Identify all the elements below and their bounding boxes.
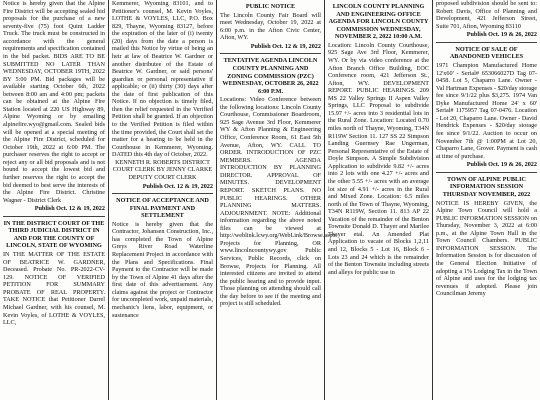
agenda-continued-block <box>436 0 537 39</box>
column-3 <box>216 0 338 400</box>
fair-notice-heading: PUBLIC NOTICE <box>245 3 296 10</box>
acceptance-text: Notice is hereby given that the Contractor, Johansen Construction, Inc., has completed the Town of Alpine Greys River Road Waterline Replacement Project in accordance with the Plans and Specifications. Final Payment to the Contractor will be made by the Town of Alpine 41 days after the first date of this advertisement. Any claims against the project or Contractor for uncompleted work, unpaid materials, mechanic's liens, labor, equipment, or sustenance <box>112 220 213 319</box>
publication-date: Publish Oct. 12 & 19, 2022 <box>142 182 213 190</box>
probate-text: IN THE MATTER OF THE ESTATE OF BEATRICE W. GARDNER, Deceased. Probate No. PR-2022-CV-129. NOTICE OF VERIFIED PETITION FOR SUMMARY PROBATE OF REAL PROPERTY. TAKE NOTICE that Petitioner Darrel Michael Gardner, with his counsel, M. Kevin Voyles, of LOTHE & VOYLES, LLC, <box>3 251 105 327</box>
clerk-signature: KENNETH R. ROBERTS DISTRICT COURT CLERK BY JENNY CLARKE DEPUTY COURT CLERK <box>112 158 213 181</box>
publication-date: Publish Oct. 19 & 26, 2022 <box>466 31 537 39</box>
column-1 <box>0 0 108 400</box>
acceptance-heading: NOTICE OF ACCEPTANCE AND FINAL PAYMENT AND SETTLEMENT <box>116 197 209 220</box>
acceptance-block <box>112 221 213 319</box>
probate-block <box>3 251 105 327</box>
publication-date: Publish Oct. 12 & 19, 2022 <box>250 42 321 50</box>
fair-notice-text: The Lincoln County Fair Board will meet Wednesday, October 19, 2022 at 6:00 p.m. in the Afton Civic Center, Afton, WY. <box>220 11 321 42</box>
divider <box>436 172 537 173</box>
bid-notice-text: Notice is hereby given that the Alpine Fire District will be accepting sealed bid proposals for the purchase of a new seventy-five (75) foot Quint Ladder Truck. The truck must be constructed in accordance with the general requirements and specification contained in the bid packet. BIDS ARE TO BE SUBMITTED NO LATER THAN WEDNESDAY, OCTOBER 19TH, 2022 BY 5:00 PM. Bid packages will be available starting October 6th, 2022 between 8:00 am and 4:00 pm; packets can be obtained at the Alpine Fire Station located at 220 US Highway 89, Alpine Wyoming or by emailing alpinefire.wyo@gmail.com. Sealed bids will be opened at a special meeting of the Alpine Fire District, scheduled for October 19th, 2022 at 6:00 PM. The purchaser reserves the right to accept or reject any or all bid proposals and is not bound to accept the lowest bid and further reserves the right to accept the bid deemed to best serve the interests of the Alpine Fire District. Christine Wagner - District Clerk <box>3 0 105 204</box>
pzc-agenda-heading: TENTATIVE AGENDA LINCOLN COUNTY PLANNING AND ZONING COMMISSION (PZC) WEDNESDAY, OCTOBER 26, 2022 6:00 P.M. <box>222 57 319 95</box>
court-heading: IN THE DISTRICT COURT OF THE THIRD JUDICIAL DISTRICT IN AND FOR THE COUNTY OF LINCOLN, STATE OF WYOMING <box>3 219 105 250</box>
town-alpine-block <box>436 200 537 298</box>
pzc-agenda-text: Locations: Video Conference between the following locations: Lincoln County Courthouse, Commissioner Boardroom, 925 Sage Avenue 3rd Floor, Kemmerer WY & Afton Planning & Engineering Office, Conference Room, 61 East 5th Avenue, Afton, WY. CALL TO ORDER. INTRODUCTION OF PZC MEMBERS. AGENDA INTRODUCTION BY PLANNING DIRECTOR. APPROVAL OF MINUTES. DEVELOPMENT REPORT. SKETCH PLANS. NO PUBLIC HEARINGS. OTHER PLANNING MATTERS. ADJOURNMENT. NOTE: Additional information regarding the above noted files can be viewed at http://weblink.lcwy.org/WebLink/Browse.aspx. Projects for Planning, OR www.lincolncountywy.gov Public Services, Public Records, click on Browse, Projects for Planning. All interested citizens are invited to attend the public hearing and to provide input. Those planning on attending should call the day before to see if the meeting and project is still scheduled. <box>220 96 338 308</box>
agenda-continued-text: proposed subdivision should be sent to: Robert Davis, Office of Planning and Development, 421 Jefferson Street, Suite 701, Afton, Wyoming 83110 <box>436 0 537 30</box>
probate-continued-text: Kemmerer, Wyoming 83101, and to Petitioner's counsel, M. Kevin Voyles, LOTHE & VOYLES, LLC, P.O. Box 829, Thayne, Wyoming 83127, before the expiration of the later of (i) twenty (20) days from the date a person is mailed this Notice by virtue of being an heir at law of Beatrice W. Gardner or another distributee of the Estate of Beatrice W. Gardner, or said persons' guardian or personal representative if applicable; or (ii) thirty (30) days after the date of first publication of this Notice. If no objection is timely filed, then the relief requested in the Verified Petition shall be granted. If an objection to the Verified Petition is filed within the time provided, the Court shall set the matter for a hearing to be held in the Courthouse in Kemmerer, Wyoming. DATED this 4th day of October, 2022. <box>112 0 213 159</box>
column-2 <box>108 0 216 400</box>
column-5 <box>432 0 540 400</box>
divider <box>220 53 321 54</box>
planning-agenda-block <box>328 42 429 276</box>
pzc-agenda-block <box>220 96 338 308</box>
town-alpine-heading: TOWN OF ALPINE PUBLIC INFORMATION SESSION THURSDAY NOVEMBER, 2022 <box>442 175 531 198</box>
probate-continued-block <box>112 0 213 190</box>
publication-date: Publish Oct. 19 & 26, 2022 <box>466 161 537 169</box>
abandoned-vehicles-text: 1971 Champion Manufactured Home 12'x60' - Serial# 653066027D Tag 07-0458. Lot 5, Chaparro Lane. Owner - Val Hartman Expenses - $20/day storage fee since 9/1/22 plus $3,275. 1974 Van Dyke Manufactured Home 24' x 60' Serial# 1175957 Tag 07-0476. Location - Lot 20, Chaparro Lane. Owner - David Hendrick Expenses - $20/day storage fee since 9/1/22. Auction to occur on November 7th @ 1:00PM at Lot 20, Chaparro Lane, Grover. Payment is cash at time of purchase. <box>436 61 537 160</box>
fair-notice-block <box>220 12 321 51</box>
town-alpine-text: NOTICE IS HEREBY GIVEN, the Alpine Town Council will hold a PUBLIC INFORMATION SESSION on Thursday, November 3, 2022 at 6:00 p.m., at the Alpine Town Hall in the Town Council Chambers. PUBLIC INFORMATION SESSION. The Information Session is for discussion of the General Election Initiative of adopting a 1% Lodging Tax in the Town of Alpine and uses for the lodging tax revenues if adopted. Please join Councilman Jeremy <box>436 199 537 298</box>
divider <box>3 216 105 217</box>
abandoned-vehicles-heading: NOTICE OF SALE OF ABANDONED VEHICLES <box>449 45 524 61</box>
abandoned-vehicles-block <box>436 62 537 169</box>
divider <box>112 193 213 194</box>
divider <box>436 42 537 43</box>
column-4 <box>324 0 432 400</box>
planning-agenda-text: Location: Lincoln County Courthouse, 925 Sage Ave 3rd Floor, Kemmerer, WY. Or by via video conference at the Afton Branch Office Building, EOC Conference room, 421 Jefferson St., Afton, WY. DEVELOPMENT REPORT. PUBLIC HEARINGS. 209 MS 22 Valley Springs II Aspen Valley Springs, LLC Proposal to subdivide 15.97 +/- acres into 3 residential lots in the Rural Zone. Location: Located 0.70 miles north of Thayne, Wyoming, T34N R119W Section 11. 127 SS 22 Simpson Landing Guernsey Rae Ungerman, Personal Representative of the Estate of Doyle Simpson. A Simple Subdivision Application to subdivide 9.82 +/- acres into 2 lots with one 4.27 +/- acres and the other 5.55 +/- acres with an average lot size of 4.91 +/- acres in the Rural and Mixed Zone. Location: 6.5 miles north of the Town of Thayne, Wyoming, T34N R119W, Section 11. 813 AP 22 Vacation of the remainder of the Benton Townsite Donald D. Thayer and Marilee Thayer etal. An Amended Plat Application to vacate of Blocks 1,2,11 and 12, Blocks 5 - Lot 16, Block 6 - Lots 23 and 24 which is the remainder of the Benton Townsite including streets and alleys for public use in <box>328 41 429 276</box>
bid-notice-block <box>3 0 105 213</box>
publication-date: Publish Oct. 12 & 19, 2022 <box>34 205 105 213</box>
planning-agenda-heading: LINCOLN COUNTY PLANNING AND ENGINEERING OFFICE AGENDA FOR LINCOLN COUNTY COMMISSION WEDNESDAY, NOVEMBER 2, 2022 10:00 A.M. <box>328 3 429 41</box>
